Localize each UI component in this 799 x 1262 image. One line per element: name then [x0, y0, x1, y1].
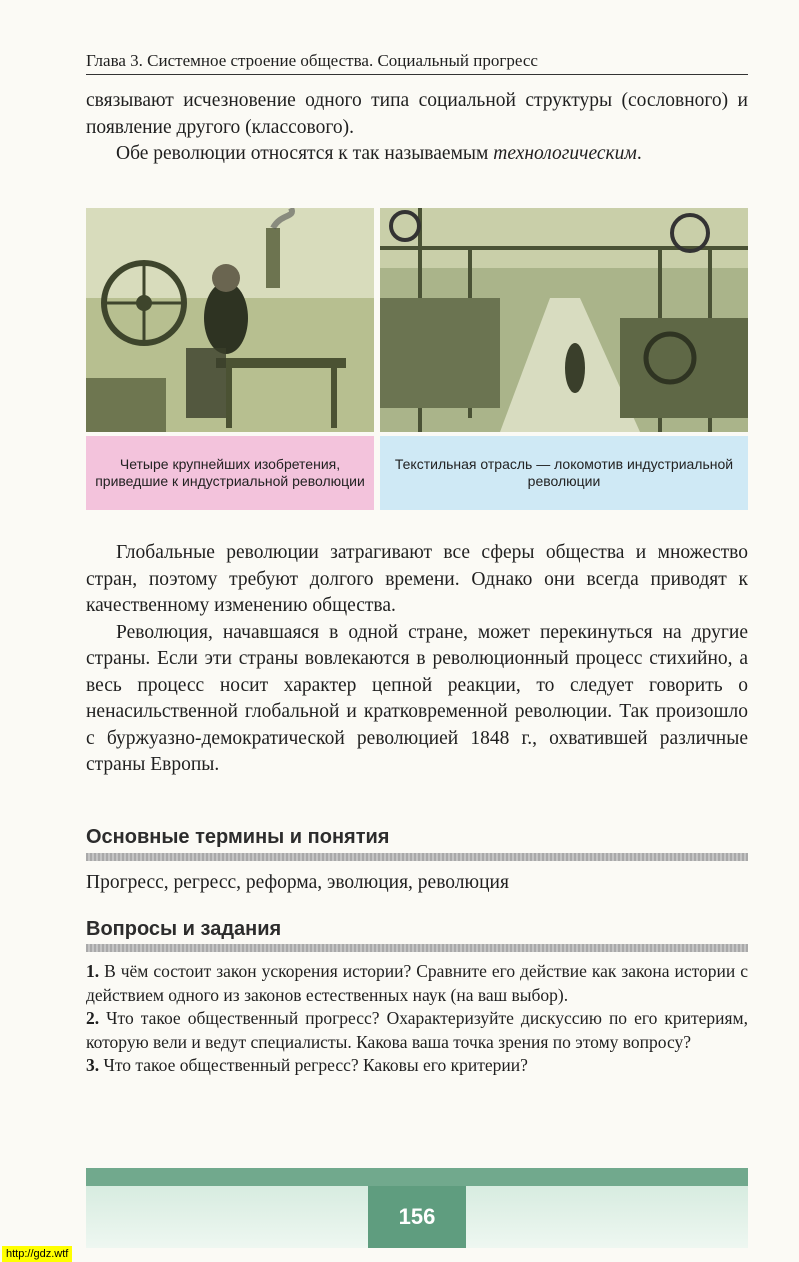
main-text: [86, 540, 748, 779]
chapter-header: Глава 3. Системное строение общества. Социальный прогресс: [86, 51, 538, 70]
intro-paragraph-text: Обе революции относятся к так называемым: [116, 143, 494, 164]
questions-section-divider: [86, 944, 748, 952]
question-item: [86, 1007, 748, 1054]
page-number: 156: [368, 1186, 466, 1248]
question-text: В чём состоит закон ускорения истории? Сравните его действие как закона истории с действием одного из законов естественных наук (на ваш выбор).: [86, 961, 748, 1005]
question-item: [86, 1054, 748, 1078]
intro-emphasis: технологическим: [493, 143, 637, 164]
intro-text: [86, 88, 748, 168]
header-divider: [86, 74, 748, 75]
question-number: 3.: [86, 1055, 100, 1075]
terms-section-title: Основные термины и понятия: [86, 826, 390, 848]
intro-paragraph-end: .: [636, 143, 642, 164]
engraving-textile-factory-image: [380, 208, 748, 432]
watermark-link[interactable]: http://gdz.wtf: [2, 1246, 72, 1262]
question-number: 2.: [86, 1008, 100, 1028]
question-text: Что такое общественный прогресс? Охарактеризуйте дискуссию по его критериям, которую вели и ведут специалисты. Какова ваша точка зрения по этому вопросу?: [86, 1008, 749, 1052]
intro-continuation: связывают исчезновение одного типа социальной структуры (сословного) и появление другого (классового).: [86, 90, 748, 138]
terms-section-divider: [86, 853, 748, 861]
main-paragraph-2: Революция, начавшаяся в одной стране, может перекинуться на другие страны. Если эти страны вовлекаются в революционный процесс стихийно, а весь процесс носит характер цепной реакции, то следует говорить о ненасильственной глобальной и кратковременной революции. Так произошло с буржуазно-демократической революцией 1848 г., охватившей различные страны Европы.: [86, 621, 748, 775]
intro-paragraph: [86, 141, 748, 168]
right-figure-caption: Текстильная отрасль — локомотив индустриальной революции: [380, 436, 748, 510]
illustration-figure: [86, 208, 748, 510]
questions-section-title: Вопросы и задания: [86, 918, 282, 940]
left-figure-caption: Четыре крупнейших изобретения, приведшие к индустриальной революции: [86, 436, 374, 510]
engraving-inventor-image: [86, 208, 374, 432]
questions-list: [86, 960, 748, 1078]
main-paragraph-1: Глобальные революции затрагивают все сферы общества и множество стран, поэтому требуют долгого времени. Однако они всегда приводят к качественному изменению общества.: [86, 542, 748, 616]
question-item: [86, 960, 748, 1007]
footer-band: [86, 1168, 748, 1186]
terms-list: Прогресс, регресс, реформа, эволюция, революция: [86, 872, 509, 893]
question-number: 1.: [86, 961, 100, 981]
question-text: Что такое общественный регресс? Каковы его критерии?: [103, 1055, 528, 1075]
